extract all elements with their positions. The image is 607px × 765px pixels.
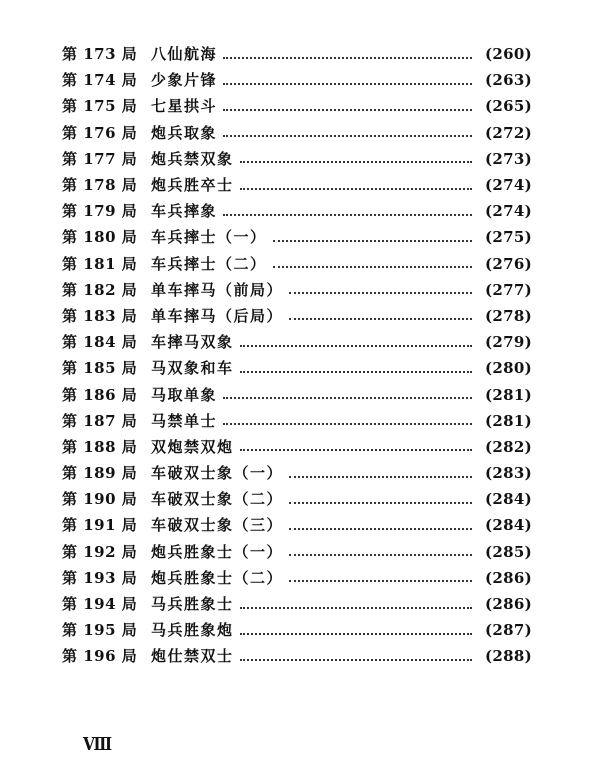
entry-number: 第 184 局 [62, 333, 138, 352]
toc-entry [62, 303, 532, 329]
toc-entry [62, 565, 532, 591]
dot-leader [223, 56, 472, 59]
toc-entry [62, 617, 532, 643]
entry-number: 第 192 局 [62, 542, 138, 561]
entry-title: 单车摔马（前局） [151, 280, 284, 299]
entry-page: (265) [484, 97, 532, 116]
entry-page: (274) [484, 202, 532, 221]
toc-entry [62, 591, 532, 617]
entry-title: 车兵摔士（一） [151, 228, 267, 247]
toc-entry [62, 41, 532, 67]
entry-page: (284) [484, 516, 532, 535]
entry-title: 车摔马双象 [151, 333, 234, 352]
entry-page: (279) [484, 333, 532, 352]
dot-leader [223, 422, 472, 425]
entry-page: (272) [484, 123, 532, 142]
entry-number: 第 188 局 [62, 437, 138, 456]
entry-page: (282) [484, 437, 532, 456]
entry-page: (284) [484, 490, 532, 509]
dot-leader [240, 187, 472, 190]
dot-leader [240, 658, 472, 661]
entry-title: 马兵胜象士 [151, 595, 234, 614]
toc-entry [62, 512, 532, 538]
entry-title: 车破双士象（一） [151, 464, 284, 483]
dot-leader [240, 344, 472, 347]
dot-leader [223, 82, 472, 85]
toc-entry [62, 539, 532, 565]
dot-leader [289, 579, 472, 582]
entry-title: 七星拱斗 [151, 97, 218, 116]
entry-number: 第 189 局 [62, 464, 138, 483]
entry-number: 第 179 局 [62, 202, 138, 221]
entry-title: 炮兵胜卒士 [151, 176, 234, 195]
entry-page: (285) [484, 542, 532, 561]
toc-entry [62, 172, 532, 198]
entry-page: (276) [484, 254, 532, 273]
entry-title: 马兵胜象炮 [151, 621, 234, 640]
toc-entry [62, 643, 532, 669]
toc-entry [62, 93, 532, 119]
toc-entry [62, 434, 532, 460]
dot-leader [289, 501, 472, 504]
toc-entry [62, 146, 532, 172]
toc-entry [62, 120, 532, 146]
entry-title: 车兵摔象 [151, 202, 218, 221]
toc-entry [62, 277, 532, 303]
entry-title: 单车摔马（后局） [151, 306, 284, 325]
entry-number: 第 193 局 [62, 568, 138, 587]
entry-page: (260) [484, 45, 532, 64]
entry-page: (283) [484, 464, 532, 483]
entry-number: 第 173 局 [62, 45, 138, 64]
entry-number: 第 183 局 [62, 306, 138, 325]
entry-number: 第 190 局 [62, 490, 138, 509]
dot-leader [223, 213, 472, 216]
toc-entry [62, 329, 532, 355]
toc-entry [62, 355, 532, 381]
entry-page: (287) [484, 621, 532, 640]
entry-number: 第 195 局 [62, 621, 138, 640]
entry-number: 第 194 局 [62, 595, 138, 614]
entry-number: 第 178 局 [62, 176, 138, 195]
entry-title: 少象片锋 [151, 71, 218, 90]
dot-leader [289, 527, 472, 530]
dot-leader [223, 108, 472, 111]
entry-number: 第 176 局 [62, 123, 138, 142]
entry-title: 炮兵取象 [151, 123, 218, 142]
entry-title: 八仙航海 [151, 45, 218, 64]
entry-number: 第 196 局 [62, 647, 138, 666]
entry-page: (275) [484, 228, 532, 247]
dot-leader [240, 448, 472, 451]
entry-title: 马取单象 [151, 385, 218, 404]
toc-entry [62, 486, 532, 512]
toc-entry [62, 198, 532, 224]
entry-number: 第 180 局 [62, 228, 138, 247]
entry-page: (281) [484, 385, 532, 404]
entry-title: 炮兵胜象士（一） [151, 542, 284, 561]
entry-page: (274) [484, 176, 532, 195]
dot-leader [273, 239, 472, 242]
dot-leader [223, 396, 472, 399]
entry-title: 双炮禁双炮 [151, 437, 234, 456]
dot-leader [289, 475, 472, 478]
entry-page: (288) [484, 647, 532, 666]
dot-leader [289, 291, 472, 294]
entry-title: 马双象和车 [151, 359, 234, 378]
table-of-contents [62, 41, 532, 670]
dot-leader [223, 134, 472, 137]
toc-entry [62, 408, 532, 434]
toc-entry [62, 381, 532, 407]
entry-title: 车破双士象（二） [151, 490, 284, 509]
dot-leader [240, 370, 472, 373]
dot-leader [240, 160, 472, 163]
entry-title: 车兵摔士（二） [151, 254, 267, 273]
entry-page: (277) [484, 280, 532, 299]
toc-entry [62, 67, 532, 93]
entry-title: 车破双士象（三） [151, 516, 284, 535]
page-folio: Ⅷ [83, 734, 112, 755]
entry-number: 第 177 局 [62, 149, 138, 168]
entry-page: (286) [484, 568, 532, 587]
entry-title: 炮兵禁双象 [151, 149, 234, 168]
entry-number: 第 186 局 [62, 385, 138, 404]
entry-number: 第 187 局 [62, 411, 138, 430]
entry-page: (280) [484, 359, 532, 378]
entry-page: (273) [484, 149, 532, 168]
dot-leader [240, 632, 472, 635]
entry-page: (278) [484, 306, 532, 325]
entry-page: (286) [484, 595, 532, 614]
entry-number: 第 191 局 [62, 516, 138, 535]
entry-page: (263) [484, 71, 532, 90]
entry-title: 炮兵胜象士（二） [151, 568, 284, 587]
entry-title: 炮仕禁双士 [151, 647, 234, 666]
toc-entry [62, 460, 532, 486]
dot-leader [273, 265, 472, 268]
entry-number: 第 182 局 [62, 280, 138, 299]
toc-entry [62, 224, 532, 250]
dot-leader [289, 317, 472, 320]
entry-title: 马禁单士 [151, 411, 218, 430]
entry-page: (281) [484, 411, 532, 430]
entry-number: 第 174 局 [62, 71, 138, 90]
toc-entry [62, 251, 532, 277]
entry-number: 第 181 局 [62, 254, 138, 273]
entry-number: 第 175 局 [62, 97, 138, 116]
dot-leader [289, 553, 472, 556]
entry-number: 第 185 局 [62, 359, 138, 378]
dot-leader [240, 606, 472, 609]
